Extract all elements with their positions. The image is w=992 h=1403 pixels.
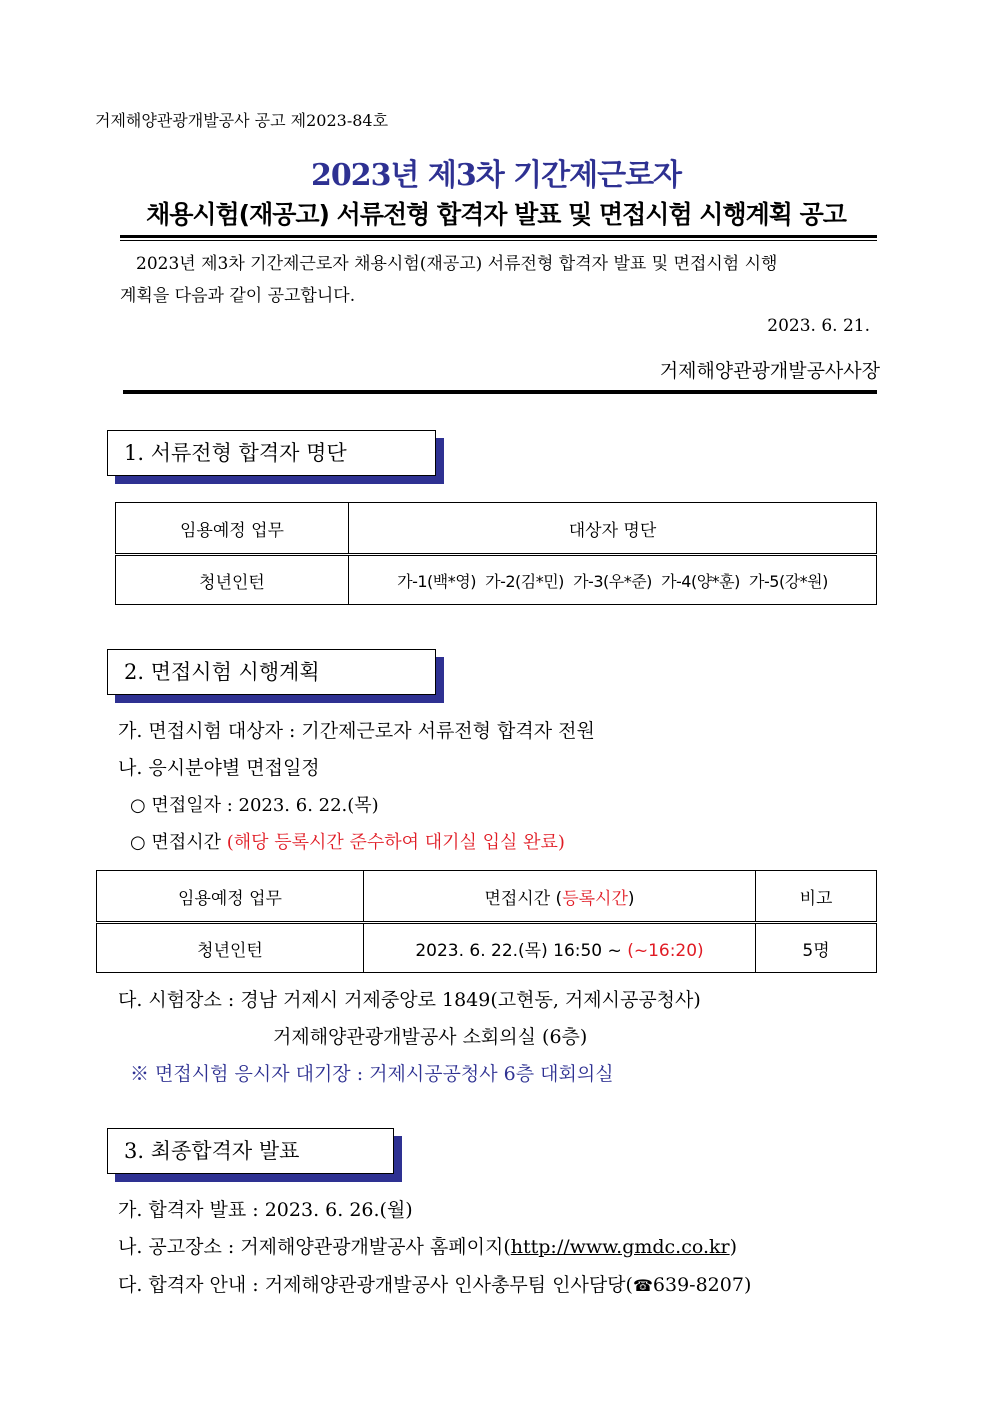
intro-line-2: 계획을 다음과 같이 공고합니다.: [120, 286, 356, 306]
header-job: 임용예정 업무: [97, 871, 364, 923]
announce-place-label: 나. 공고장소 : 거제해양관광개발공사 홈페이지(: [118, 1236, 511, 1258]
notice-date: 2023. 6. 21.: [767, 316, 870, 336]
header-job: 임용예정 업무: [116, 503, 349, 555]
header-time-prefix: 면접시간 (: [484, 888, 563, 909]
section2-na: 나. 응시분야별 면접일정: [118, 757, 320, 779]
announce-place: [118, 1232, 737, 1259]
section1-heading: 1. 서류전형 합격자 명단: [107, 430, 436, 476]
notice-number: 거제해양관광개발공사 공고 제2023-84호: [95, 111, 389, 130]
announce-date: 가. 합격자 발표 : 2023. 6. 26.(월): [118, 1199, 413, 1221]
section2-ga: 가. 면접시험 대상자 : 기간제근로자 서류전형 합격자 전원: [118, 720, 595, 742]
exam-location-room: 거제해양관광개발공사 소회의실 (6층): [273, 1026, 588, 1048]
section2-heading: 2. 면접시험 시행계획: [107, 649, 436, 695]
table-header-row: [97, 871, 877, 923]
telephone-icon: ☎: [632, 1276, 653, 1295]
contact-suffix: ): [743, 1274, 752, 1296]
table-header-row: [116, 503, 877, 555]
interview-date: ○ 면접일자 : 2023. 6. 22.(목): [130, 795, 379, 816]
table-row: [116, 555, 877, 605]
title-rule-thin: [120, 240, 877, 241]
interview-time: [130, 828, 565, 854]
title-line-1: 2023년 제3차 기간제근로자: [310, 158, 682, 193]
cell-note: 5명: [756, 923, 877, 973]
section1-table: [115, 502, 877, 605]
header-candidates: 대상자 명단: [349, 503, 877, 555]
homepage-link[interactable]: http://www.gmdc.co.kr: [510, 1236, 730, 1258]
cell-job: 청년인턴: [97, 923, 364, 973]
title-line-2: 채용시험(재공고) 서류전형 합격자 발표 및 면접시험 시행계획 공고: [146, 200, 846, 229]
contact-label: 다. 합격자 안내 : 거제해양관광개발공사 인사총무팀 인사담당(: [118, 1274, 633, 1296]
exam-location: 다. 시험장소 : 경남 거제시 거제중앙로 1849(고현동, 거제시공공청사): [118, 989, 701, 1011]
title-rule-thick: [120, 235, 877, 238]
interview-time-label: ○ 면접시간: [130, 832, 227, 853]
header-time-red: 등록시간: [562, 888, 628, 909]
header-time: [364, 871, 756, 923]
contact-phone: 639-8207: [652, 1274, 744, 1296]
section2-table: [96, 870, 877, 973]
cell-time: [364, 923, 756, 973]
section3-heading: 3. 최종합격자 발표: [107, 1128, 394, 1174]
intro-paragraph: [120, 248, 880, 312]
cell-candidates: 가-1(백*영) 가-2(김*민) 가-3(우*준) 가-4(양*훈) 가-5(강*원): [349, 555, 877, 605]
signer: 거제해양관광개발공사사장: [659, 360, 880, 382]
table-row: [97, 923, 877, 973]
cell-time-prefix: 2023. 6. 22.(목) 16:50 ~: [415, 940, 628, 961]
contact-info: [118, 1270, 751, 1297]
intro-line-1: 2023년 제3차 기간제근로자 채용시험(재공고) 서류전형 합격자 발표 및 면접시험 시행: [136, 254, 778, 274]
header-time-suffix: ): [627, 888, 635, 909]
header-rule: [123, 390, 877, 394]
interview-time-note: (해당 등록시간 준수하여 대기실 입실 완료): [226, 832, 565, 853]
cell-time-red: (~16:20): [627, 940, 704, 961]
header-note: 비고: [756, 871, 877, 923]
cell-job: 청년인턴: [116, 555, 349, 605]
waiting-room-note: ※ 면접시험 응시자 대기장 : 거제시공공청사 6층 대회의실: [130, 1063, 614, 1085]
announce-place-suffix: ): [729, 1236, 738, 1258]
